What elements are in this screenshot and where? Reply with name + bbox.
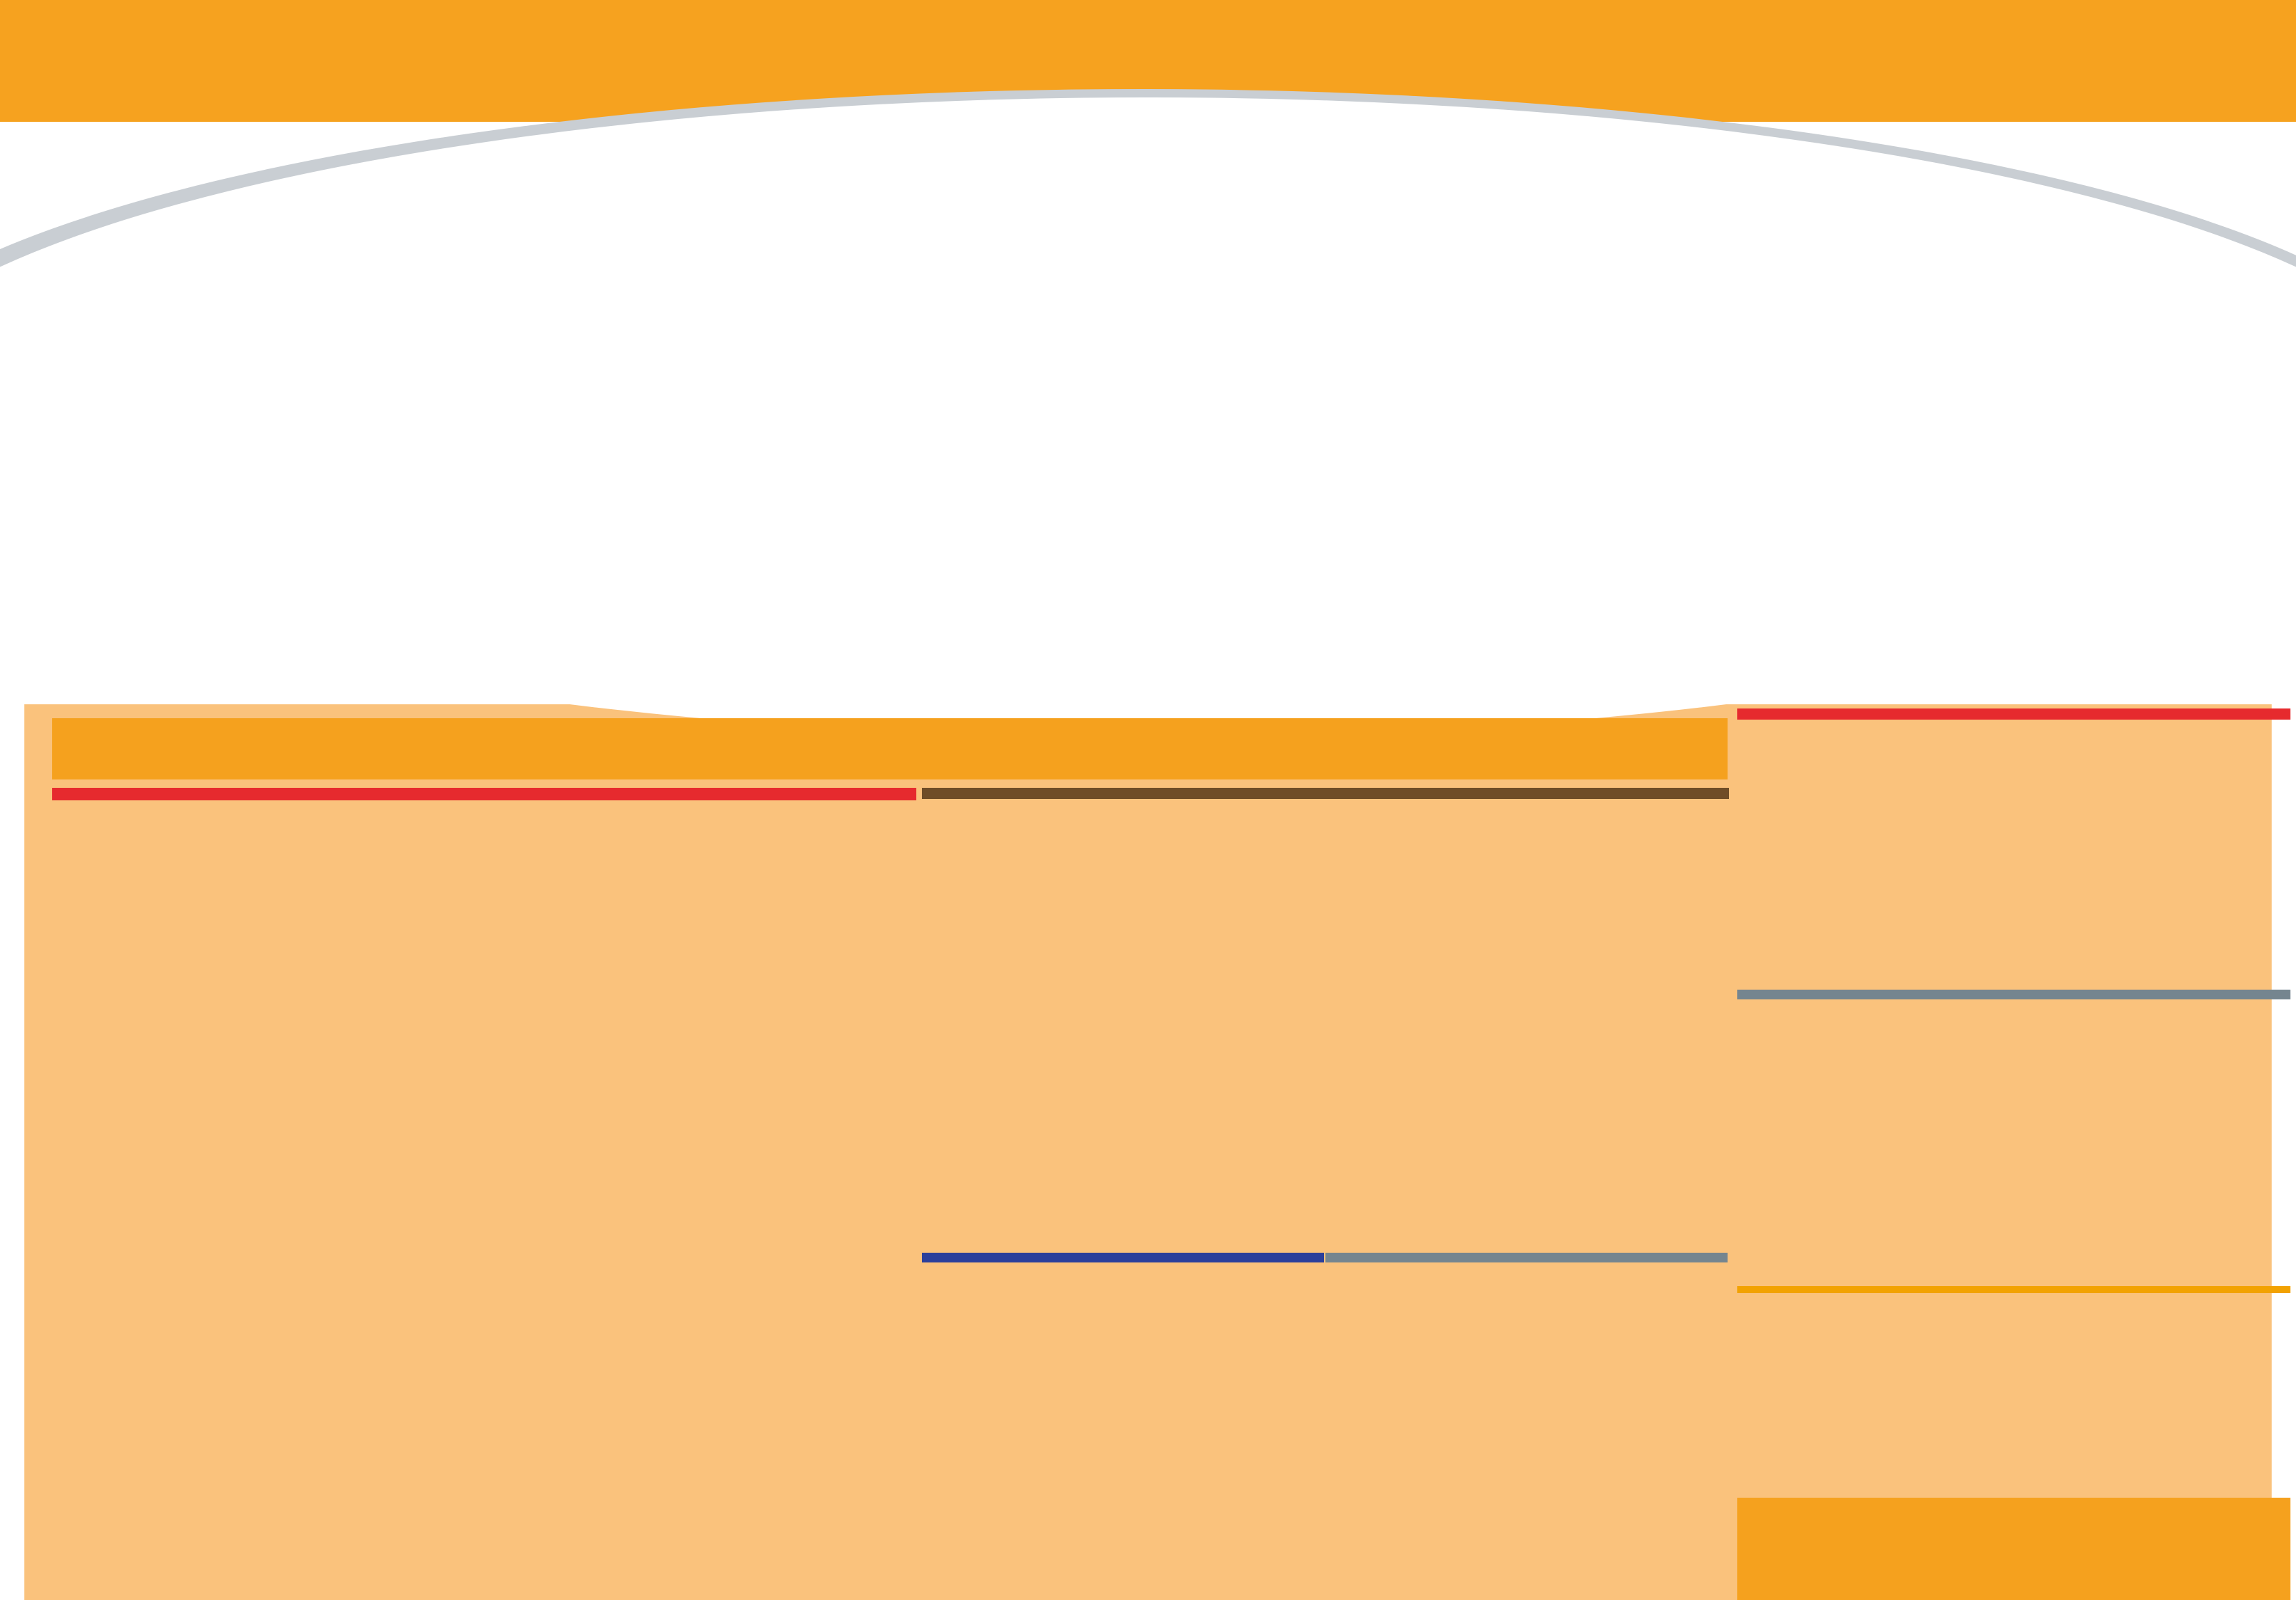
svb-logo-icon [33,26,176,169]
factory-diagram [793,268,1496,699]
chemical-aggressive-table [922,788,1729,799]
consistency-table [1325,1253,1728,1262]
content-background [24,704,2272,1600]
xm-table-title [1737,708,2290,720]
example-box [1737,1498,2290,1600]
curing-time-table [1737,990,2290,999]
exposure-table-title [52,788,916,800]
exposure-limits-table [52,788,916,800]
svb-logo-icon [2115,26,2258,169]
house-diagram [52,268,748,699]
abrasion-xm-table [1737,708,2290,720]
bridge-diagram [1628,268,2289,699]
chem-table-title [922,788,1729,799]
consistency-table-title [1325,1253,1728,1262]
tolerance-table [1737,1286,2290,1293]
tolerance-table-title [1737,1286,2290,1293]
curing-table-title [1737,990,2290,999]
strength-classes-table [922,1253,1324,1262]
section-banner [52,718,1728,779]
strength-table-title [922,1253,1324,1262]
